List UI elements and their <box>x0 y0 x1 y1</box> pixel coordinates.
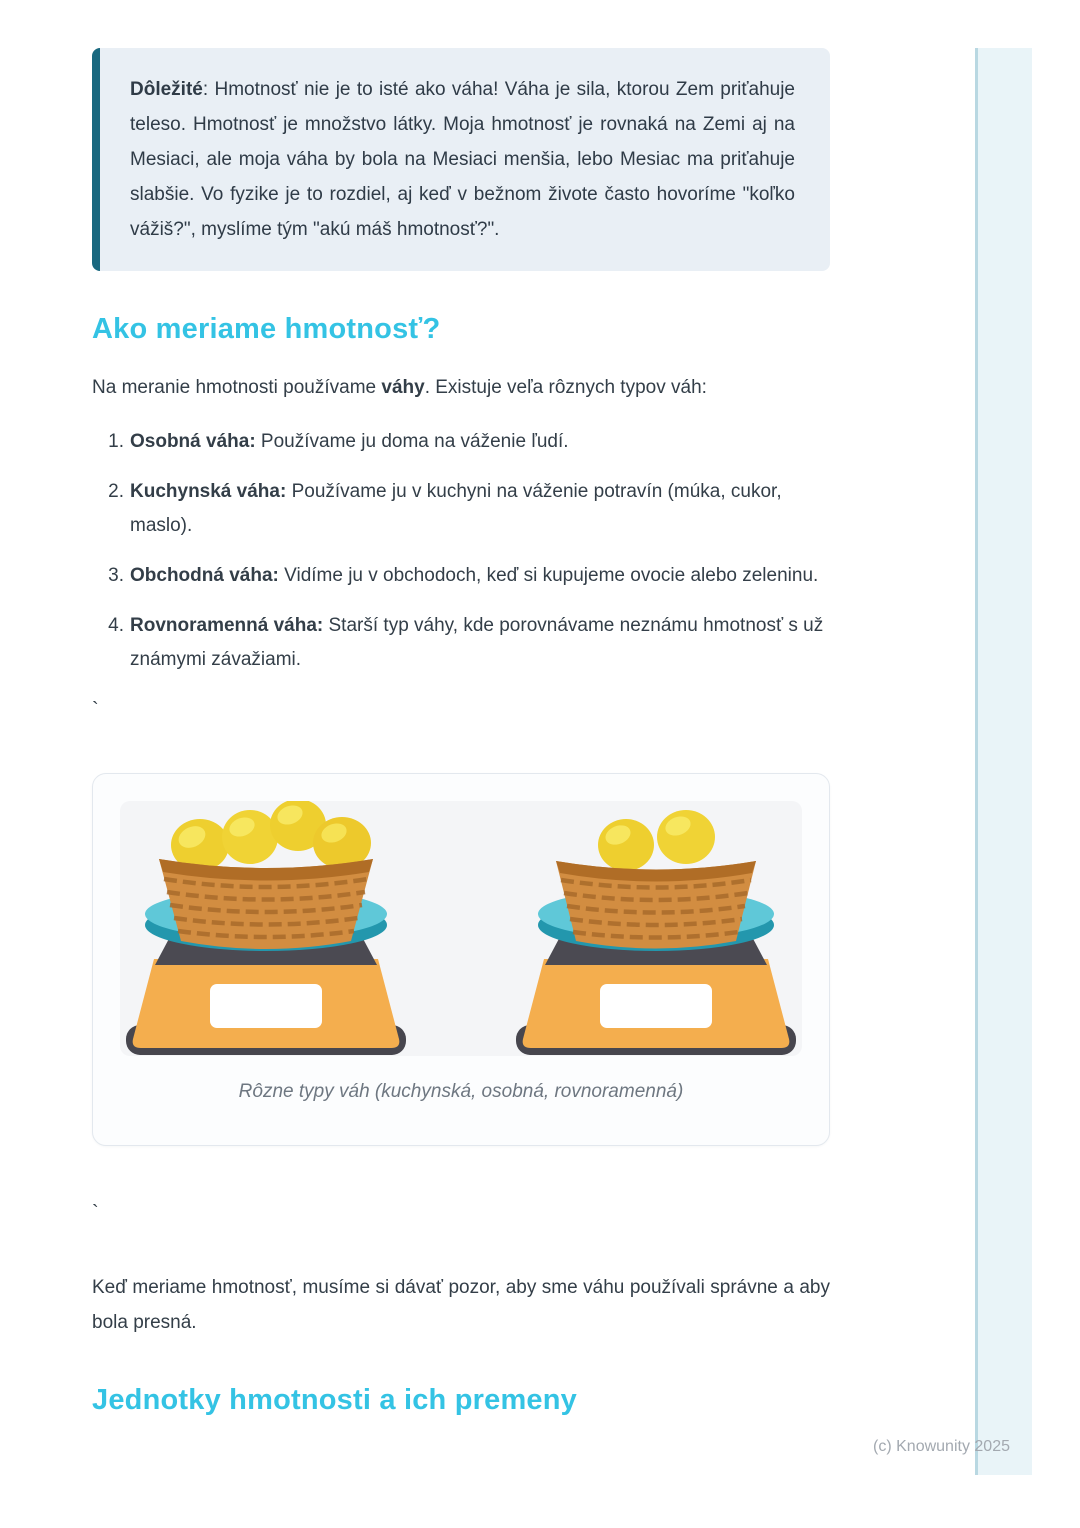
list-item <box>92 559 830 593</box>
closing-paragraph: Keď meriame hmotnosť, musíme si dávať pozor, aby sme váhu používali správne a aby bola presná. <box>92 1277 830 1333</box>
list-item-number: 4. <box>108 615 124 636</box>
scale-types-list <box>92 425 830 677</box>
document-content <box>92 0 830 1418</box>
next-page-edge <box>975 48 1032 1475</box>
stray-backtick: ` <box>92 1202 99 1224</box>
watermark: (c) Knowunity 2025 <box>873 1438 1010 1455</box>
kitchen-scale-right <box>516 810 796 1055</box>
intro-bold-word: váhy <box>381 377 425 398</box>
section-heading-how-we-measure: Ako meriame hmotnosť? <box>92 313 441 345</box>
section-heading-units: Jednotky hmotnosti a ich premeny <box>92 1384 577 1416</box>
callout-label: Dôležité <box>130 79 203 100</box>
kitchen-scales-graphic <box>120 801 802 1056</box>
figure-caption: Rôzne typy váh (kuchynská, osobná, rovnoramenná) <box>238 1081 684 1102</box>
list-item-text: Rovnoramenná váha: Starší typ váhy, kde porovnávame neznámu hmotnosť s už známymi závažiami. <box>130 615 824 670</box>
list-item-number: 2. <box>108 481 124 502</box>
callout-body: : Hmotnosť nie je to isté ako váha! Váha je sila, ktorou Zem priťahuje teleso. Hmotnosť je množstvo látky. Moja hmotnosť je rovnaká na Zemi aj na Mesiaci, ale moja váha by bola na Mesiaci menšia, lebo Mesiac ma priťahuje slabšie. Vo fyzike je to rozdiel, aj keď v bežnom živote často hovoríme "koľko vážiš?", myslíme tým "akú máš hmotnosť?". <box>130 79 795 240</box>
list-item <box>92 425 830 459</box>
scales-illustration <box>120 801 802 1056</box>
list-item-number: 1. <box>108 431 124 452</box>
intro-suffix: . Existuje veľa rôznych typov váh: <box>424 377 707 398</box>
list-item-text: Kuchynská váha: Používame ju v kuchyni na váženie potravín (múka, cukor, maslo). <box>130 481 782 536</box>
intro-prefix: Na meranie hmotnosti používame <box>92 377 382 398</box>
callout-text <box>130 72 795 247</box>
kitchen-scale-left <box>126 801 406 1055</box>
stray-backtick: ` <box>92 699 99 721</box>
list-item-text: Obchodná váha: Vidíme ju v obchodoch, keď si kupujeme ovocie alebo zeleninu. <box>130 565 819 586</box>
list-item-number: 3. <box>108 565 124 586</box>
intro-paragraph <box>92 370 830 405</box>
list-item-text: Osobná váha: Používame ju doma na váženie ľudí. <box>130 431 569 452</box>
list-item <box>92 475 830 543</box>
important-callout <box>92 48 830 271</box>
list-item <box>92 609 830 677</box>
figure-card <box>92 773 830 1146</box>
